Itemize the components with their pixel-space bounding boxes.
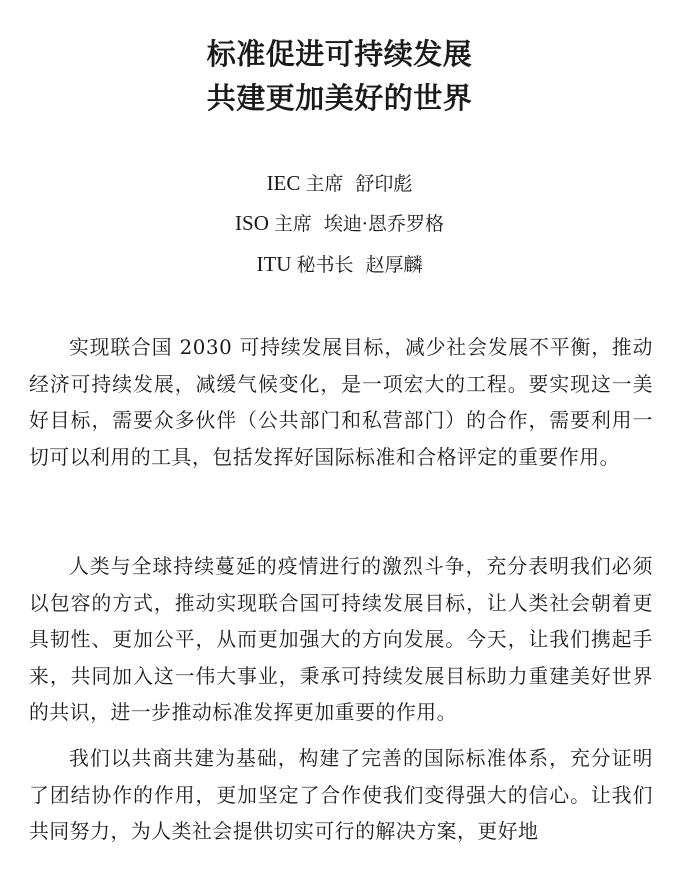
- author-name: 赵厚麟: [365, 254, 423, 276]
- author-org: ISO: [235, 211, 269, 235]
- author-role: 主席: [305, 173, 344, 195]
- author-org: ITU: [256, 252, 292, 276]
- title-line-2: 共建更加美好的世界: [206, 81, 473, 115]
- body-paragraph-1: 实现联合国 2030 可持续发展目标，减少社会发展不平衡，推动经济可持续发展，减缓气候变化，是一项宏大的工程。要实现这一美好目标，需要众多伙伴（公共部门和私营部门）的合作，需要利用一切可以利用的工具，包括发挥好国际标准和合格评定的重要作用。: [29, 336, 653, 469]
- author-itu: [0, 251, 679, 278]
- body-paragraph-3: 我们以共商共建为基础，构建了完善的国际标准体系，充分证明了团结协作的作用，更加坚定了合作使我们变得强大的信心。让我们共同努力，为人类社会提供切实可行的解决方案，更好地: [29, 747, 653, 844]
- title-line-1: 标准促进可持续发展: [206, 37, 473, 71]
- author-org: IEC: [266, 171, 301, 195]
- author-role: 主席: [273, 213, 312, 235]
- author-iec: [0, 170, 679, 197]
- body-paragraph-2: 人类与全球持续蔓延的疫情进行的激烈斗争，充分表明我们必须以包容的方式，推动实现联合国可持续发展目标，让人类社会朝着更具韧性、更加公平，从而更加强大的方向发展。今天，让我们携起手来，共同加入这一伟大事业，秉承可持续发展目标助力重建美好世界的共识，进一步推动标准发挥更加重要的作用。: [29, 555, 653, 725]
- author-name: 埃迪·恩乔罗格: [323, 213, 444, 235]
- author-role: 秘书长: [296, 254, 354, 276]
- author-name: 舒印彪: [355, 173, 413, 195]
- author-iso: [0, 210, 679, 237]
